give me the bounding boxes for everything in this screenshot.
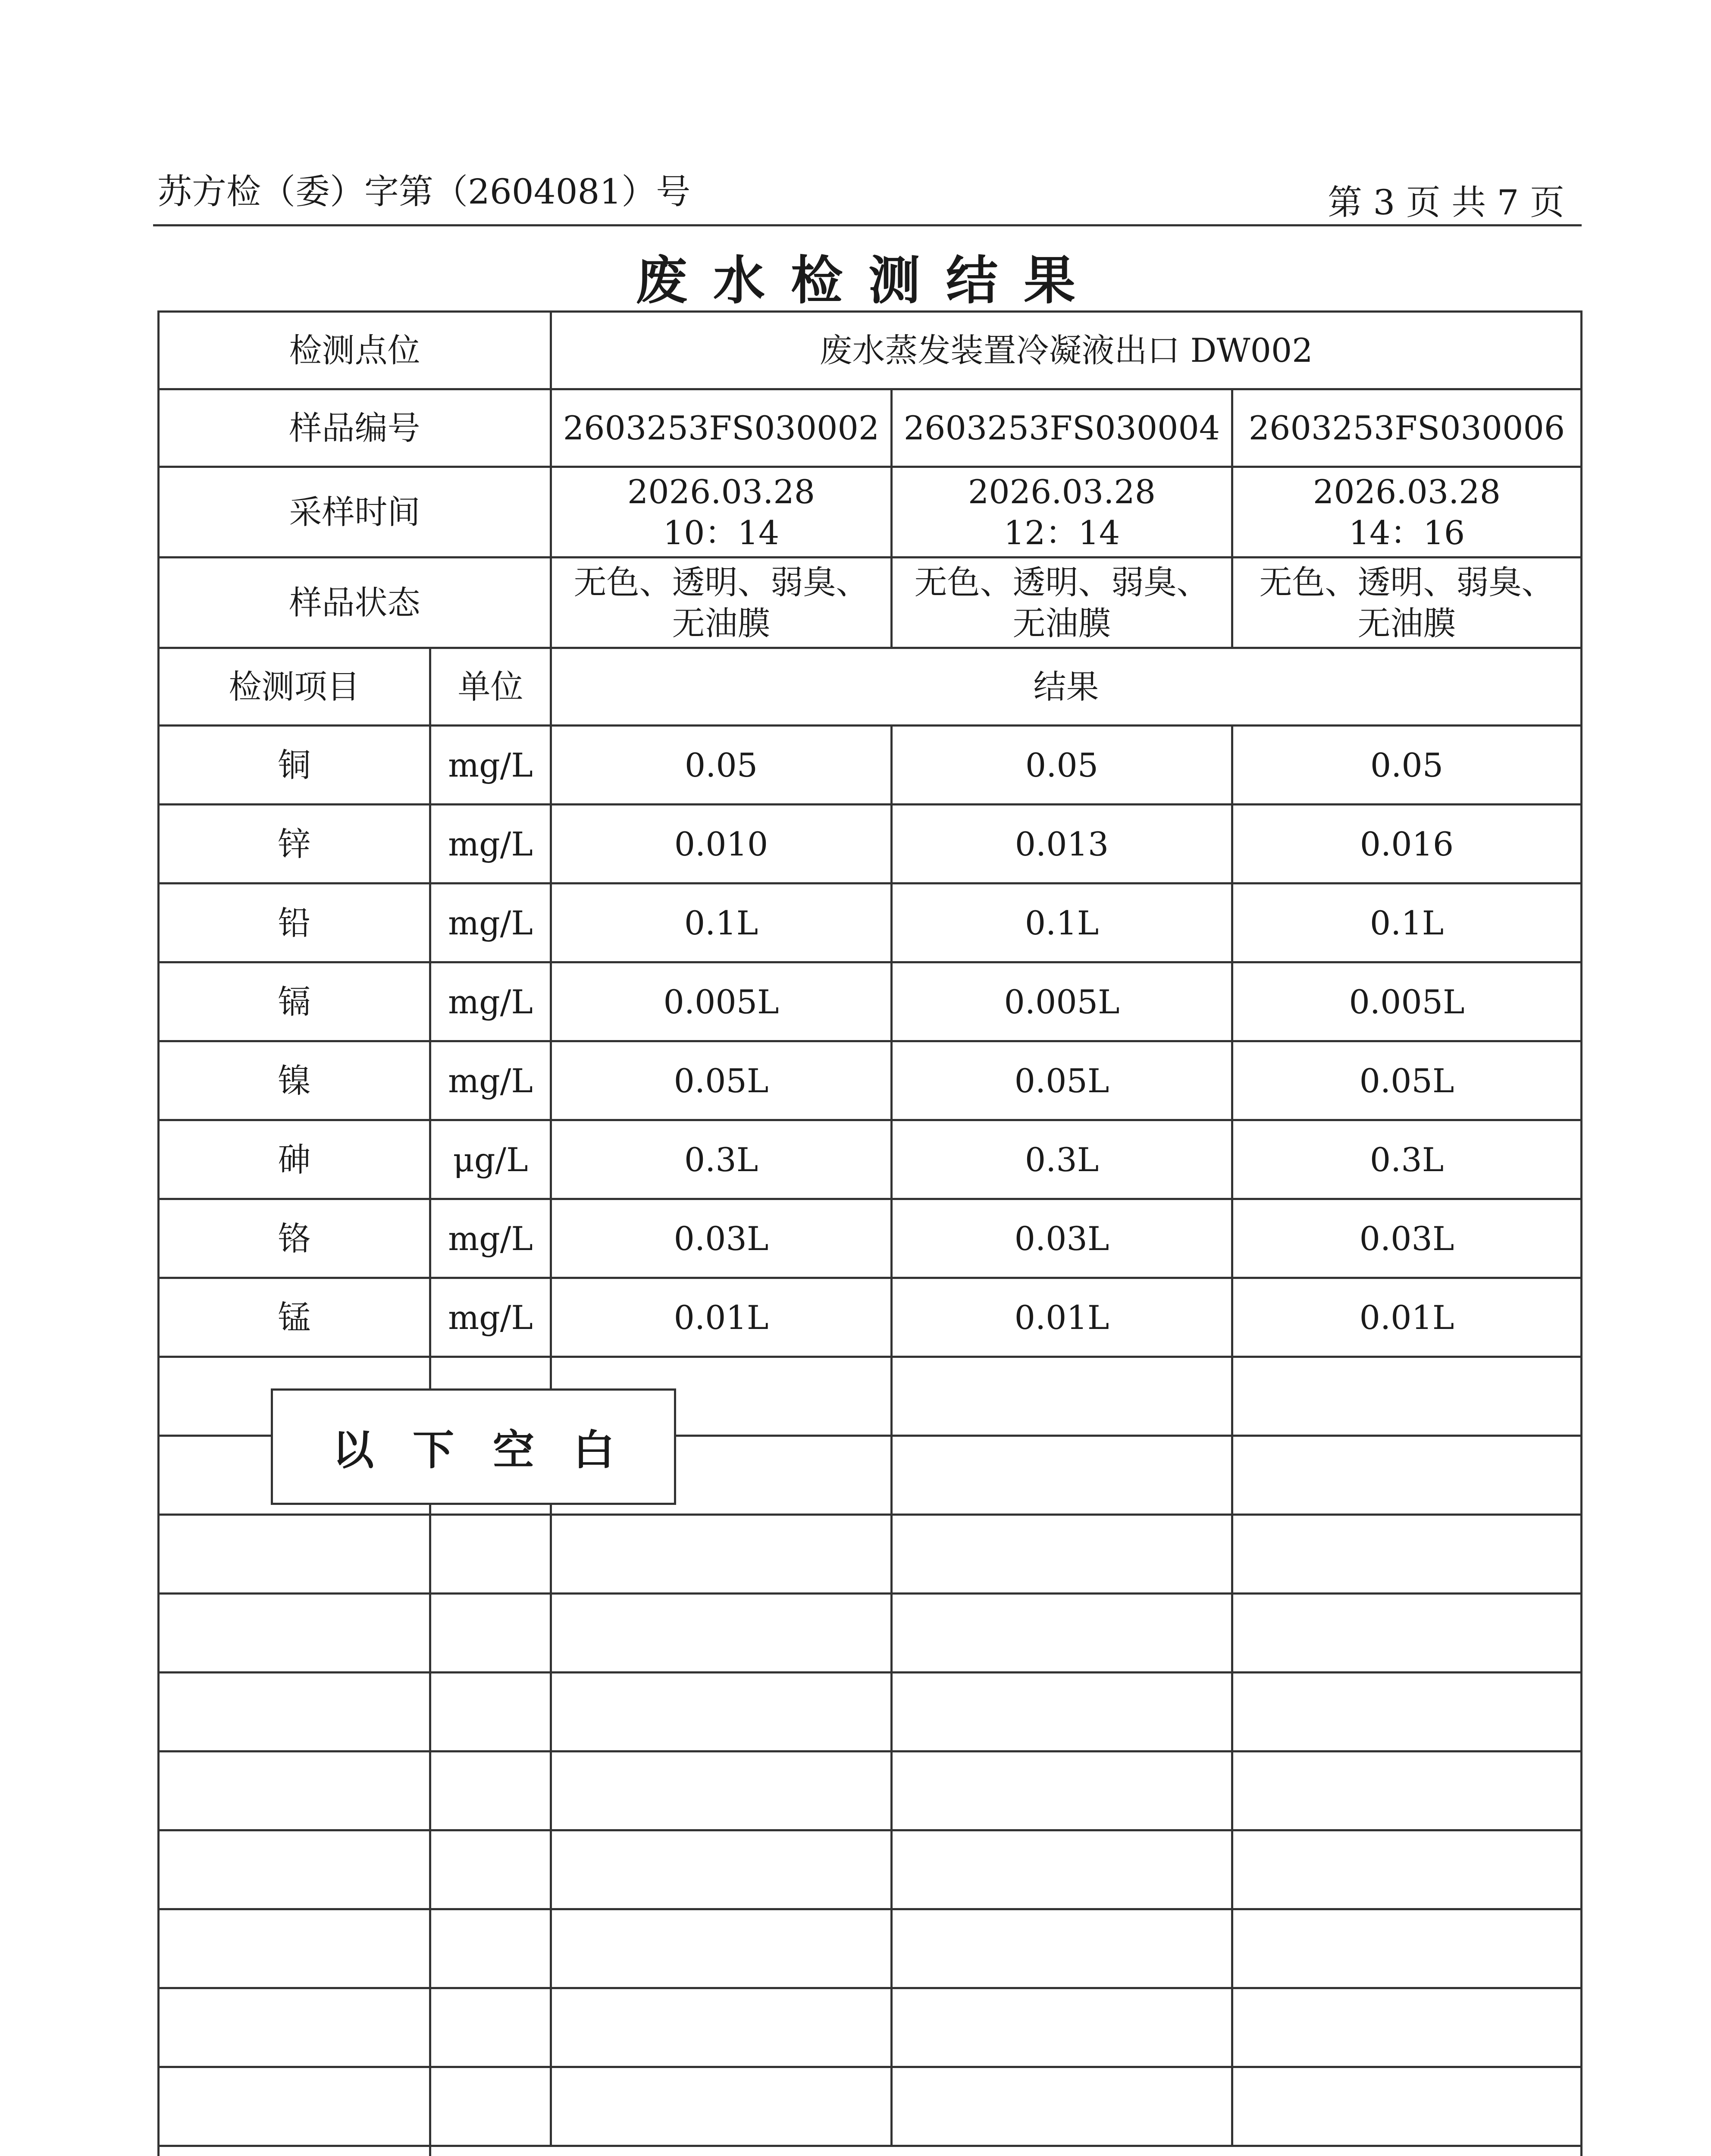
sample-state-3: 无色、透明、弱臭、无油膜 bbox=[1232, 558, 1582, 648]
result-value: 0.005L bbox=[1232, 962, 1582, 1041]
sample-no-3: 2603253FS030006 bbox=[1232, 389, 1582, 467]
point-label: 检测点位 bbox=[159, 312, 551, 389]
item-unit: mg/L bbox=[430, 1199, 551, 1278]
result-value: 0.016 bbox=[1232, 805, 1582, 884]
sample-date: 2026.03.28 bbox=[1313, 472, 1501, 511]
table-row bbox=[159, 1199, 1582, 1278]
table-row bbox=[159, 1278, 1582, 1357]
results-table bbox=[157, 310, 1583, 2156]
note-label bbox=[159, 2146, 430, 2156]
blank-row bbox=[159, 2067, 1582, 2146]
row-column-headers bbox=[159, 648, 1582, 726]
row-sample-time bbox=[159, 467, 1582, 558]
item-unit: mg/L bbox=[430, 805, 551, 884]
item-name: 铬 bbox=[159, 1199, 430, 1278]
blank-row bbox=[159, 1830, 1582, 1909]
blank-row bbox=[159, 1515, 1582, 1594]
item-name: 锰 bbox=[159, 1278, 430, 1357]
sample-no-2: 2603253FS030004 bbox=[892, 389, 1232, 467]
result-value: 0.3L bbox=[1232, 1120, 1582, 1199]
result-value: 0.013 bbox=[892, 805, 1232, 884]
item-unit: mg/L bbox=[430, 1278, 551, 1357]
result-value: 0.005L bbox=[551, 962, 892, 1041]
item-name: 镍 bbox=[159, 1041, 430, 1120]
sample-time-3 bbox=[1232, 467, 1582, 558]
result-value: 0.3L bbox=[892, 1120, 1232, 1199]
result-value: 0.05L bbox=[892, 1041, 1232, 1120]
result-value: 0.03L bbox=[1232, 1199, 1582, 1278]
sample-clock: 12：14 bbox=[1003, 513, 1120, 552]
unit-header: 单位 bbox=[430, 648, 551, 726]
blank-row bbox=[159, 1673, 1582, 1752]
row-sample-state bbox=[159, 558, 1582, 648]
row-point bbox=[159, 312, 1582, 389]
table-row bbox=[159, 1041, 1582, 1120]
table-row bbox=[159, 805, 1582, 884]
item-name: 铜 bbox=[159, 726, 430, 805]
result-value: 0.05 bbox=[1232, 726, 1582, 805]
item-header: 检测项目 bbox=[159, 648, 430, 726]
sample-clock: 14：16 bbox=[1348, 513, 1465, 552]
page-info: 第 3 页 共 7 页 bbox=[1328, 182, 1564, 222]
result-value: 0.03L bbox=[551, 1199, 892, 1278]
sample-state-2: 无色、透明、弱臭、无油膜 bbox=[892, 558, 1232, 648]
result-value: 0.1L bbox=[1232, 884, 1582, 962]
result-value: 0.05 bbox=[551, 726, 892, 805]
row-note bbox=[159, 2146, 1582, 2156]
table-row bbox=[159, 1120, 1582, 1199]
document-title: 废水检测结果 bbox=[636, 250, 1101, 311]
sample-date: 2026.03.28 bbox=[627, 472, 815, 511]
item-unit: μg/L bbox=[430, 1120, 551, 1199]
sample-no-label: 样品编号 bbox=[159, 389, 551, 467]
item-unit: mg/L bbox=[430, 884, 551, 962]
sample-time-2 bbox=[892, 467, 1232, 558]
result-value: 0.1L bbox=[892, 884, 1232, 962]
blank-row bbox=[159, 1909, 1582, 1988]
result-value: 0.005L bbox=[892, 962, 1232, 1041]
result-value: 0.05 bbox=[892, 726, 1232, 805]
result-value: 0.05L bbox=[551, 1041, 892, 1120]
sample-no-1: 2603253FS030002 bbox=[551, 389, 892, 467]
table-row bbox=[159, 962, 1582, 1041]
blank-below-stamp: 以下空白 bbox=[271, 1388, 676, 1505]
blank-row bbox=[159, 1752, 1582, 1830]
result-value: 0.03L bbox=[892, 1199, 1232, 1278]
result-value: 0.05L bbox=[1232, 1041, 1582, 1120]
sample-clock: 10：14 bbox=[663, 513, 780, 552]
result-value: 0.1L bbox=[551, 884, 892, 962]
result-value: 0.3L bbox=[551, 1120, 892, 1199]
item-unit: mg/L bbox=[430, 962, 551, 1041]
item-name: 砷 bbox=[159, 1120, 430, 1199]
item-name: 铅 bbox=[159, 884, 430, 962]
row-sample-no bbox=[159, 389, 1582, 467]
table-row bbox=[159, 726, 1582, 805]
result-value: 0.010 bbox=[551, 805, 892, 884]
item-unit: mg/L bbox=[430, 726, 551, 805]
sample-time-1 bbox=[551, 467, 892, 558]
result-value: 0.01L bbox=[1232, 1278, 1582, 1357]
blank-row bbox=[159, 1988, 1582, 2067]
item-name: 镉 bbox=[159, 962, 430, 1041]
table-row bbox=[159, 884, 1582, 962]
state-label: 样品状态 bbox=[159, 558, 551, 648]
result-value: 0.01L bbox=[892, 1278, 1232, 1357]
result-header: 结果 bbox=[551, 648, 1582, 726]
time-label: 采样时间 bbox=[159, 467, 551, 558]
header-divider bbox=[153, 224, 1582, 226]
point-value: 废水蒸发装置冷凝液出口 DW002 bbox=[551, 312, 1582, 389]
result-value: 0.01L bbox=[551, 1278, 892, 1357]
report-number: 苏方检（委）字第（2604081）号 bbox=[157, 172, 691, 212]
blank-row bbox=[159, 1594, 1582, 1673]
sample-date: 2026.03.28 bbox=[968, 472, 1156, 511]
note-text bbox=[430, 2146, 1582, 2156]
sample-state-1: 无色、透明、弱臭、无油膜 bbox=[551, 558, 892, 648]
item-name: 锌 bbox=[159, 805, 430, 884]
item-unit: mg/L bbox=[430, 1041, 551, 1120]
